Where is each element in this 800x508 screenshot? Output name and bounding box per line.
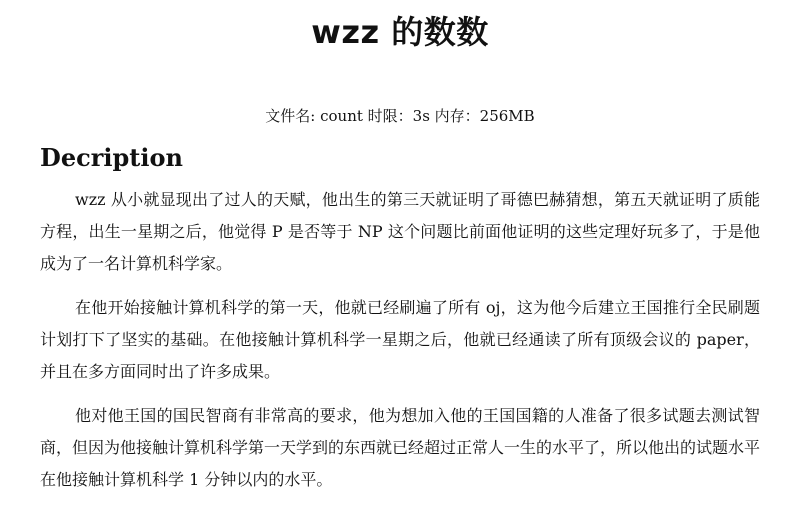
section-heading-description: Decription (40, 143, 183, 172)
description-paragraph: wzz 从小就显现出了过人的天赋，他出生的第三天就证明了哥德巴赫猜想，第五天就证明了质能方程，出生一星期之后，他觉得 P 是否等于 NP 这个问题比前面他证明的这些定理好玩多了，于是他成为了一名计算机科学家。 (40, 190, 760, 273)
page-title: wzz 的数数 (311, 13, 489, 51)
description-paragraph: 他对他王国的国民智商有非常高的要求，他为想加入他的王国国籍的人准备了很多试题去测试智商，但因为他接触计算机科学第一天学到的东西就已经超过正常人一生的水平了，所以他出的试题水平在他接触计算机科学 1 分钟以内的水平。 (40, 406, 761, 489)
description-body (40, 184, 760, 508)
problem-meta: 文件名: count 时限：3s 内存：256MB (265, 107, 535, 125)
description-paragraph: 在他开始接触计算机科学的第一天，他就已经刷遍了所有 oj，这为他今后建立王国推行全民刷题计划打下了坚实的基础。在他接触计算机科学一星期之后，他就已经通读了所有顶级会议的 paper，并且在多方面同时出了许多成果。 (40, 298, 760, 381)
